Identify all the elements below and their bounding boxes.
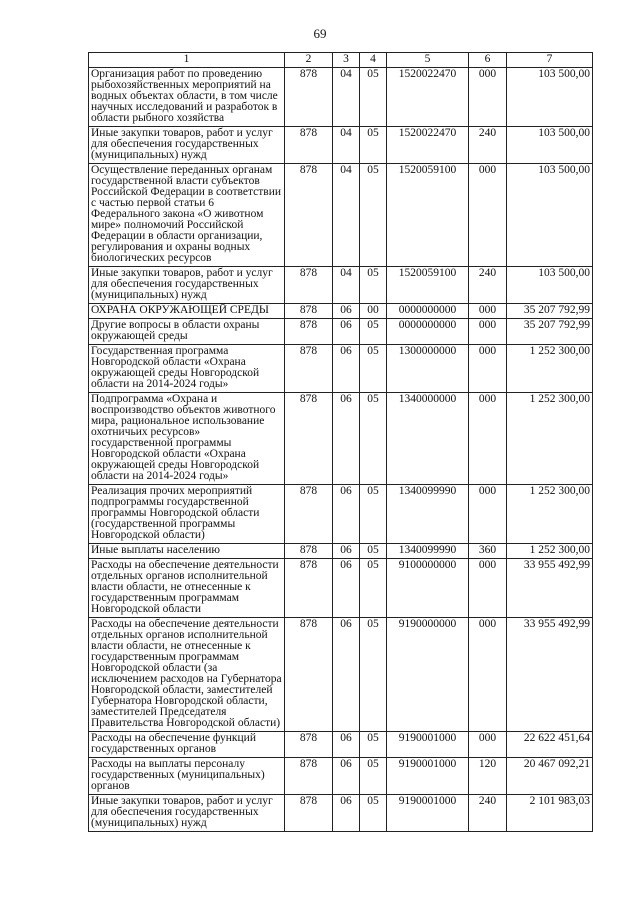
expense-type-cell: 000 [469,485,507,544]
amount-cell: 1 252 300,00 [507,393,593,485]
column-header: 6 [469,53,507,68]
subsection-cell: 05 [360,345,387,393]
target-article-cell: 1340099990 [387,544,469,559]
expense-type-cell: 240 [469,795,507,832]
section-cell: 06 [333,345,360,393]
section-cell: 06 [333,618,360,732]
department-code-cell: 878 [285,267,333,304]
subsection-cell: 05 [360,127,387,164]
subsection-cell: 05 [360,393,387,485]
subsection-cell: 05 [360,732,387,758]
section-cell: 06 [333,319,360,345]
table-row [89,319,593,345]
target-article-cell: 0000000000 [387,304,469,319]
table-row [89,127,593,164]
amount-cell: 1 252 300,00 [507,345,593,393]
department-code-cell: 878 [285,732,333,758]
section-cell: 06 [333,758,360,795]
expense-type-cell: 000 [469,164,507,267]
target-article-cell: 9190001000 [387,732,469,758]
row-name-cell: Осуществление переданных органам государственной власти субъектов Российской Федерации в соответствии с частью первой статьи 6 Федерального закона «О животном мире» полномочий Российской Федерации в области организации, регулирования и охраны водных биологических ресурсов [89,164,285,267]
target-article-cell: 1520022470 [387,127,469,164]
subsection-cell: 00 [360,304,387,319]
section-cell: 06 [333,304,360,319]
expense-type-cell: 000 [469,68,507,127]
expense-type-cell: 000 [469,319,507,345]
column-header: 4 [360,53,387,68]
table-header-row [89,53,593,68]
amount-cell: 103 500,00 [507,164,593,267]
subsection-cell: 05 [360,68,387,127]
amount-cell: 2 101 983,03 [507,795,593,832]
department-code-cell: 878 [285,795,333,832]
target-article-cell: 0000000000 [387,319,469,345]
target-article-cell: 1520059100 [387,267,469,304]
department-code-cell: 878 [285,304,333,319]
row-name-cell: Иные закупки товаров, работ и услуг для обеспечения государственных (муниципальных) нужд [89,795,285,832]
department-code-cell: 878 [285,164,333,267]
amount-cell: 22 622 451,64 [507,732,593,758]
column-header: 2 [285,53,333,68]
department-code-cell: 878 [285,68,333,127]
row-name-cell: Иные выплаты населению [89,544,285,559]
expense-type-cell: 000 [469,618,507,732]
amount-cell: 103 500,00 [507,267,593,304]
target-article-cell: 1300000000 [387,345,469,393]
target-article-cell: 1340000000 [387,393,469,485]
department-code-cell: 878 [285,319,333,345]
row-name-cell: ОХРАНА ОКРУЖАЮЩЕЙ СРЕДЫ [89,304,285,319]
row-name-cell: Расходы на обеспечение функций государственных органов [89,732,285,758]
table-row [89,544,593,559]
row-name-cell: Расходы на обеспечение деятельности отдельных органов исполнительной власти области, не отнесенные к государственным программам Новгородской области (за исключением расходов на Губернатора Новгородской области, заместителей Губернатора Новгородской области, заместителей Председателя Правительства Новгородской области) [89,618,285,732]
section-cell: 04 [333,127,360,164]
expense-type-cell: 120 [469,758,507,795]
table-row [89,68,593,127]
subsection-cell: 05 [360,559,387,618]
column-header: 1 [89,53,285,68]
column-header: 7 [507,53,593,68]
expense-type-cell: 240 [469,127,507,164]
row-name-cell: Организация работ по проведению рыбохозяйственных мероприятий на водных объектах области, в том числе научных исследований и разработок в области рыбного хозяйства [89,68,285,127]
subsection-cell: 05 [360,319,387,345]
table-row [89,345,593,393]
department-code-cell: 878 [285,345,333,393]
table-row [89,485,593,544]
target-article-cell: 1520022470 [387,68,469,127]
section-cell: 06 [333,393,360,485]
budget-table [88,52,593,832]
expense-type-cell: 360 [469,544,507,559]
amount-cell: 1 252 300,00 [507,485,593,544]
department-code-cell: 878 [285,618,333,732]
expense-type-cell: 000 [469,732,507,758]
page-number: 69 [313,26,327,41]
department-code-cell: 878 [285,393,333,485]
section-cell: 06 [333,544,360,559]
amount-cell: 33 955 492,99 [507,618,593,732]
department-code-cell: 878 [285,127,333,164]
amount-cell: 103 500,00 [507,127,593,164]
subsection-cell: 05 [360,164,387,267]
target-article-cell: 9190001000 [387,758,469,795]
table-row [89,732,593,758]
table-row [89,164,593,267]
table-row [89,559,593,618]
amount-cell: 103 500,00 [507,68,593,127]
amount-cell: 1 252 300,00 [507,544,593,559]
section-cell: 04 [333,68,360,127]
table-body [89,68,593,832]
expense-type-cell: 000 [469,345,507,393]
section-cell: 06 [333,795,360,832]
department-code-cell: 878 [285,544,333,559]
section-cell: 06 [333,559,360,618]
target-article-cell: 9100000000 [387,559,469,618]
target-article-cell: 9190001000 [387,795,469,832]
column-header: 5 [387,53,469,68]
row-name-cell: Расходы на выплаты персоналу государственных (муниципальных) органов [89,758,285,795]
expense-type-cell: 240 [469,267,507,304]
section-cell: 04 [333,267,360,304]
subsection-cell: 05 [360,267,387,304]
department-code-cell: 878 [285,559,333,618]
department-code-cell: 878 [285,758,333,795]
amount-cell: 20 467 092,21 [507,758,593,795]
table-row [89,304,593,319]
subsection-cell: 05 [360,795,387,832]
subsection-cell: 05 [360,485,387,544]
column-header: 3 [333,53,360,68]
table-row [89,795,593,832]
row-name-cell: Реализация прочих мероприятий подпрограммы государственной программы Новгородской области (государственной программы Новгородской области) [89,485,285,544]
expense-type-cell: 000 [469,393,507,485]
row-name-cell: Государственная программа Новгородской области «Охрана окружающей среды Новгородской области на 2014-2024 годы» [89,345,285,393]
amount-cell: 35 207 792,99 [507,304,593,319]
section-cell: 04 [333,164,360,267]
table-row [89,618,593,732]
expense-type-cell: 000 [469,559,507,618]
table-row [89,758,593,795]
section-cell: 06 [333,732,360,758]
amount-cell: 33 955 492,99 [507,559,593,618]
row-name-cell: Подпрограмма «Охрана и воспроизводство объектов животного мира, рациональное использование охотничьих ресурсов» государственной программы Новгородской области «Охрана окружающей среды Новгородской области на 2014-2024 годы» [89,393,285,485]
table-row [89,267,593,304]
subsection-cell: 05 [360,618,387,732]
section-cell: 06 [333,485,360,544]
subsection-cell: 05 [360,544,387,559]
table-row [89,393,593,485]
target-article-cell: 9190000000 [387,618,469,732]
row-name-cell: Иные закупки товаров, работ и услуг для обеспечения государственных (муниципальных) нужд [89,267,285,304]
subsection-cell: 05 [360,758,387,795]
row-name-cell: Другие вопросы в области охраны окружающей среды [89,319,285,345]
target-article-cell: 1520059100 [387,164,469,267]
department-code-cell: 878 [285,485,333,544]
row-name-cell: Расходы на обеспечение деятельности отдельных органов исполнительной власти области, не отнесенные к государственным программам Новгородской области [89,559,285,618]
expense-type-cell: 000 [469,304,507,319]
target-article-cell: 1340099990 [387,485,469,544]
amount-cell: 35 207 792,99 [507,319,593,345]
row-name-cell: Иные закупки товаров, работ и услуг для обеспечения государственных (муниципальных) нужд [89,127,285,164]
